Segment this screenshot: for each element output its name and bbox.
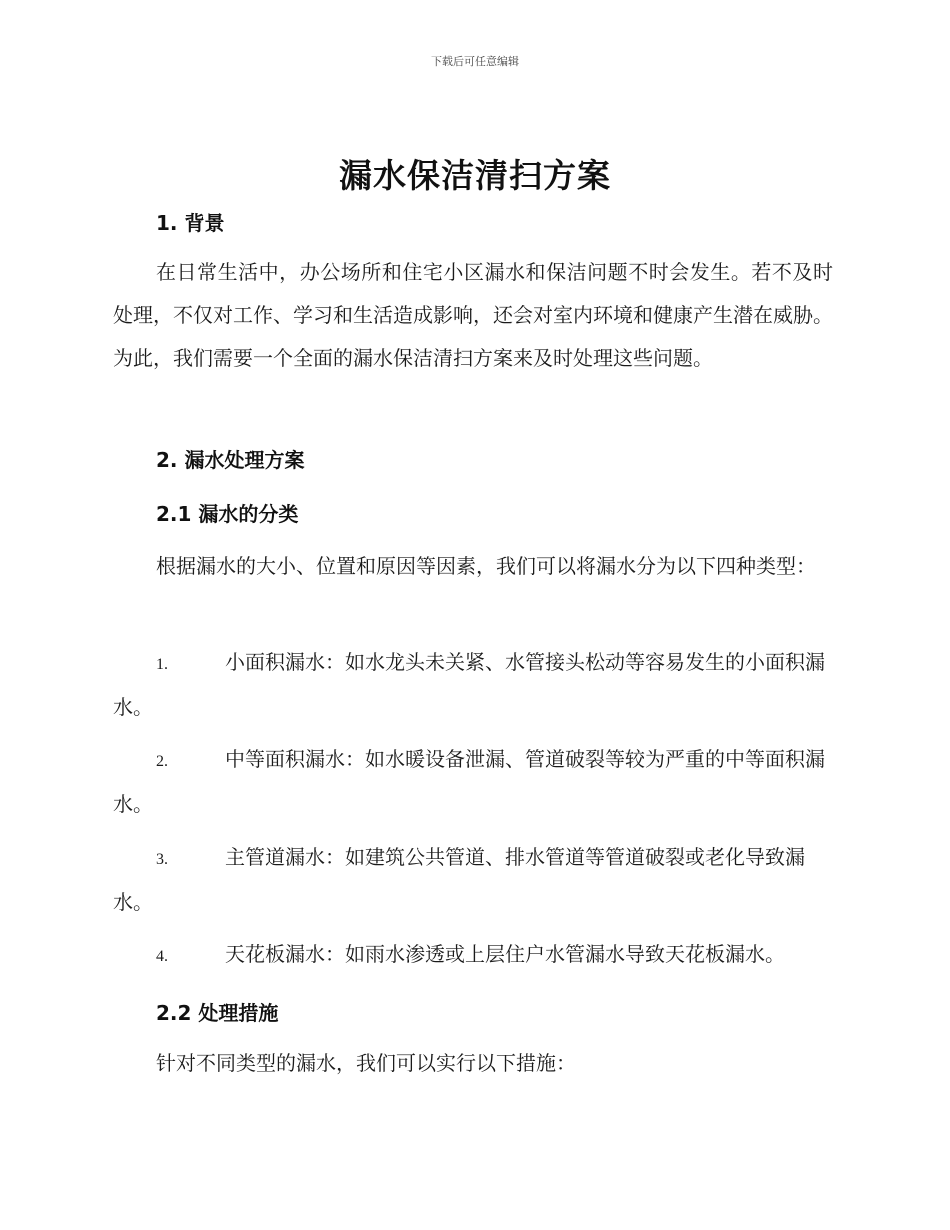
list-item-number: 1. [156,656,168,673]
list-item [113,836,833,924]
section-heading-leak-plan: 2. 漏水处理方案 [156,448,305,472]
list-item-number: 2. [156,753,168,770]
measures-intro-paragraph: 针对不同类型的漏水，我们可以实行以下措施： [156,1051,576,1075]
subsection-heading-leak-types: 2.1 漏水的分类 [156,502,299,526]
list-item [113,738,833,826]
leak-types-intro-paragraph: 根据漏水的大小、位置和原因等因素，我们可以将漏水分为以下四种类型： [156,554,816,578]
list-item [113,933,833,978]
list-item-number: 4. [156,948,168,965]
list-item-text: 小面积漏水：如水龙头未关紧、水管接头松动等容易发生的小面积漏水。 [113,650,825,719]
list-item-text: 天花板漏水：如雨水渗透或上层住户水管漏水导致天花板漏水。 [225,942,785,966]
list-item-text: 主管道漏水：如建筑公共管道、排水管道等管道破裂或老化导致漏水。 [113,845,805,914]
subsection-heading-measures: 2.2 处理措施 [156,1001,279,1025]
section-heading-background: 1. 背景 [156,211,225,235]
list-item-number: 3. [156,851,168,868]
document-title: 漏水保洁清扫方案 [339,156,611,195]
background-paragraph: 在日常生活中，办公场所和住宅小区漏水和保洁问题不时会发生。若不及时处理，不仅对工作、学习和生活造成影响，还会对室内环境和健康产生潜在威胁。为此，我们需要一个全面的漏水保洁清扫方案来及时处理这些问题。 [113,260,833,370]
page-header: 下载后可任意编辑 [431,55,519,68]
list-item-text: 中等面积漏水：如水暖设备泄漏、管道破裂等较为严重的中等面积漏水。 [113,747,825,816]
list-item [113,641,833,729]
